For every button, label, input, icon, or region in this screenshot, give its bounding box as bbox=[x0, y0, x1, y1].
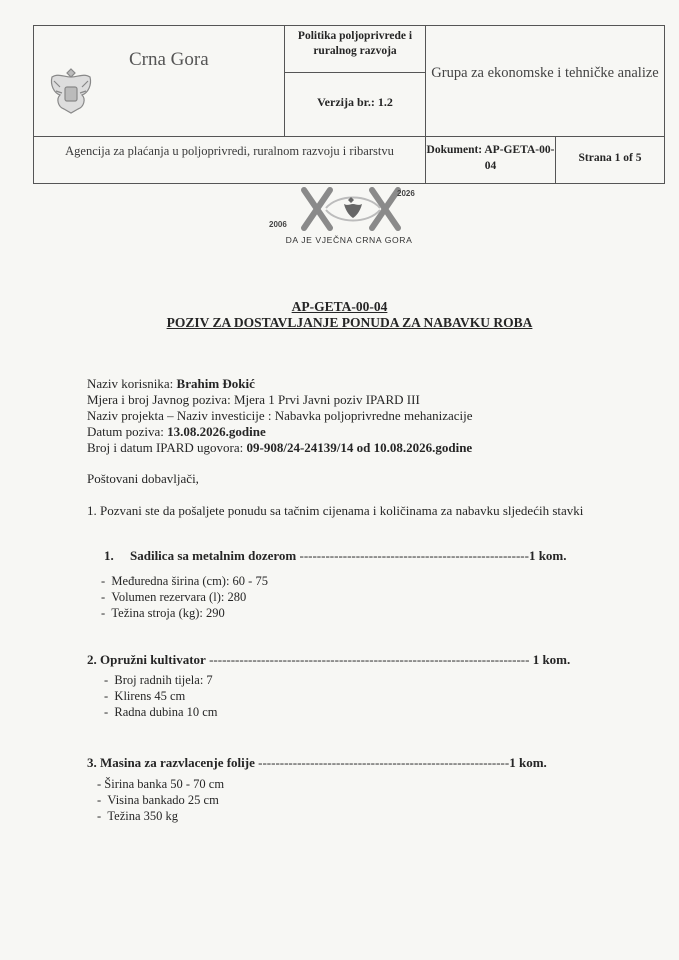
info-projekat-value: Nabavka poljoprivredne mehanizacije bbox=[274, 408, 473, 423]
document-heading: POZIV ZA DOSTAVLJANJE PONUDA ZA NABAVKU ROBA bbox=[166, 315, 533, 330]
header-country-cell bbox=[34, 26, 285, 137]
info-korisnik-value: Brahim Đokić bbox=[176, 376, 255, 391]
item-1-number: 1. bbox=[104, 548, 114, 563]
item-2-quantity: 1 kom. bbox=[532, 652, 571, 667]
item-3-number: 3. bbox=[87, 755, 97, 770]
info-datum-label: Datum poziva: bbox=[87, 424, 164, 439]
item-2-spec-3-text: Radna dubina 10 cm bbox=[114, 705, 218, 719]
info-korisnik-label: Naziv korisnika: bbox=[87, 376, 174, 391]
item-1-spec-2-text: Volumen rezervara (l): 280 bbox=[111, 590, 247, 604]
item-1-spec-3-text: Težina stroja (kg): 290 bbox=[111, 606, 225, 620]
item-2-spec-1: - Broj radnih tijela: 7 bbox=[104, 673, 213, 687]
policy-cell: Politika poljoprivrede i ruralnog razvoja bbox=[285, 26, 426, 73]
document-number-cell: Dokument: AP-GETA-00-04 bbox=[426, 137, 556, 183]
logo-year-left: 2006 bbox=[269, 220, 287, 229]
item-3-line bbox=[87, 755, 547, 771]
item-2-number: 2. bbox=[87, 652, 97, 667]
info-datum bbox=[87, 424, 266, 440]
item-3-name: Masina za razvlacenje folije bbox=[100, 755, 255, 770]
item-1-spec-1: - Međuredna širina (cm): 60 - 75 bbox=[101, 574, 268, 588]
info-mjera-label: Mjera i broj Javnog poziva: bbox=[87, 392, 231, 407]
info-korisnik bbox=[87, 376, 255, 392]
logo-year-right: 2026 bbox=[397, 189, 415, 198]
item-1-name: Sadilica sa metalnim dozerom bbox=[130, 548, 297, 563]
item-1-spec-2: - Volumen rezervara (l): 280 bbox=[101, 590, 247, 604]
item-1-dashes: ----------------------------------------------------- bbox=[299, 548, 529, 563]
info-ugovor-value: 09-908/24-24139/14 od 10.08.2026.godine bbox=[246, 440, 473, 455]
greeting: Poštovani dobavljači, bbox=[87, 471, 199, 486]
item-1-line bbox=[104, 548, 567, 564]
item-2-spec-3: - Radna dubina 10 cm bbox=[104, 705, 218, 719]
item-3-spec-1: - Širina banka 50 - 70 cm bbox=[97, 777, 225, 791]
item-2-spec-1-text: Broj radnih tijela: 7 bbox=[114, 673, 213, 687]
item-3-spec-3-text: Težina 350 kg bbox=[107, 809, 179, 823]
item-1-spec-1-text: Međuredna širina (cm): 60 - 75 bbox=[111, 574, 268, 588]
info-ugovor bbox=[87, 440, 472, 456]
item-2-line bbox=[87, 652, 570, 668]
item-2-spec-2-text: Klirens 45 cm bbox=[114, 689, 186, 703]
header-table bbox=[33, 25, 665, 184]
info-mjera-value: Mjera 1 Prvi Javni poziv IPARD III bbox=[233, 392, 420, 407]
item-1-quantity: 1 kom. bbox=[528, 548, 567, 563]
info-projekat bbox=[87, 408, 473, 424]
page-number-cell: Strana 1 of 5 bbox=[578, 152, 642, 164]
country-name: Crna Gora bbox=[129, 49, 209, 70]
item-2-spec-2: - Klirens 45 cm bbox=[104, 689, 186, 703]
document-code-title: AP-GETA-00-04 bbox=[291, 299, 388, 314]
info-mjera bbox=[87, 392, 420, 408]
info-datum-value: 13.08.2026.godine bbox=[167, 424, 266, 439]
item-2-dashes: -------------------------------------------------------------------------- bbox=[209, 652, 530, 667]
item-3-spec-2: - Visina bankado 25 cm bbox=[97, 793, 219, 807]
version-cell: Verzija br.: 1.2 bbox=[285, 73, 426, 137]
item-3-dashes: ---------------------------------------------------------- bbox=[258, 755, 510, 770]
item-3-spec-1-text: Širina banka 50 - 70 cm bbox=[104, 777, 225, 791]
info-projekat-label: Naziv projekta – Naziv investicije : bbox=[87, 408, 272, 423]
item-3-spec-2-text: Visina bankado 25 cm bbox=[107, 793, 219, 807]
item-1-spec-3: - Težina stroja (kg): 290 bbox=[101, 606, 225, 620]
item-3-spec-3: - Težina 350 kg bbox=[97, 809, 179, 823]
info-ugovor-label: Broj i datum IPARD ugovora: bbox=[87, 440, 244, 455]
item-2-name: Opružni kultivator bbox=[100, 652, 206, 667]
group-cell: Grupa za ekonomske i tehničke analize bbox=[426, 26, 664, 137]
agency-cell: Agencija za plaćanja u poljoprivredi, ruralnom razvoju i ribarstvu bbox=[34, 137, 426, 183]
logo-slogan: DA JE VJEČNA CRNA GORA bbox=[285, 235, 413, 245]
intro-paragraph: 1. Pozvani ste da pošaljete ponudu sa tačnim cijenama i količinama za nabavku sljedećih stavki bbox=[87, 503, 584, 518]
coat-of-arms-icon bbox=[46, 63, 96, 118]
item-3-quantity: 1 kom. bbox=[509, 755, 547, 770]
